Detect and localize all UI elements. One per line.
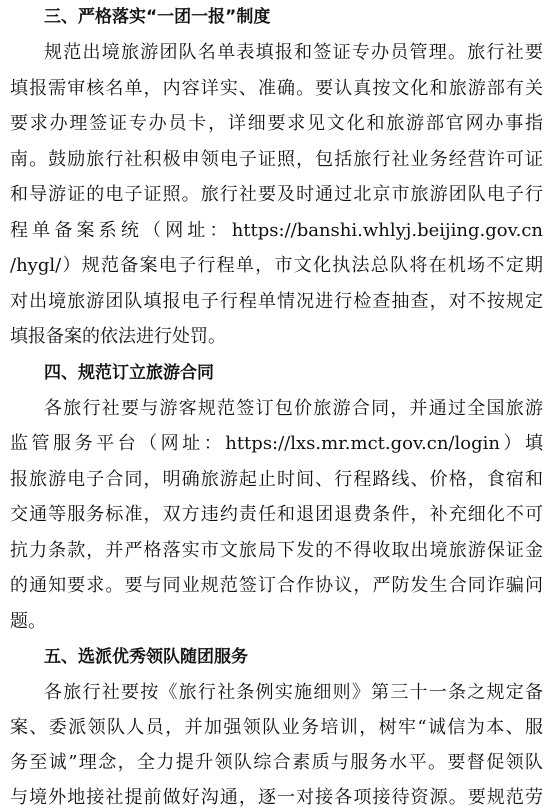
paragraph-line: 报旅游电子合同，明确旅游起止时间、行程路线、价格，食宿和 [10, 469, 543, 490]
paragraph-line: 要求办理签证专办员卡，详细要求见文化和旅游部官网办事指 [10, 113, 543, 134]
paragraph-line: 程单备案系统（网址：https://banshi.whlyj.beijing.gov.cn [10, 220, 543, 241]
section-heading: 四、规范订立旅游合同 [44, 363, 214, 383]
paragraph-line: 和导游证的电子证照。旅行社要及时通过北京市旅游团队电子行 [10, 184, 543, 205]
paragraph-line: 题。 [10, 611, 46, 632]
paragraph-line: 抗力条款，并严格落实市文旅局下发的不得收取出境旅游保证金 [10, 540, 543, 561]
paragraph-line: 交通等服务标准，双方违约责任和退团退费条件，补充细化不可 [10, 504, 543, 525]
paragraph-line: 案、委派领队人员，并加强领队业务培训，树牢“诚信为本、服 [10, 717, 543, 738]
section-heading: 三、严格落实“一团一报”制度 [44, 7, 271, 27]
paragraph-line: /hygl/）规范备案电子行程单，市文化执法总队将在机场不定期 [10, 255, 543, 276]
paragraph-line: 的通知要求。要与同业规范签订合作协议，严防发生合同诈骗问 [10, 575, 543, 596]
paragraph-line: 与境外地接社提前做好沟通，逐一对接各项接待资源。要规范劳 [10, 787, 543, 808]
paragraph-line: 监管服务平台（网址：https://lxs.mr.mct.gov.cn/login）填 [10, 433, 543, 454]
section-heading: 五、选派优秀领队随团服务 [44, 647, 248, 667]
paragraph-line: 填报需审核名单，内容详实、准确。要认真按文化和旅游部有关 [10, 78, 543, 99]
paragraph-line: 各旅行社要与游客规范签订包价旅游合同，并通过全国旅游 [44, 398, 543, 419]
paragraph-line: 各旅行社要按《旅行社条例实施细则》第三十一条之规定备 [44, 682, 543, 703]
paragraph-line: 填报备案的依法进行处罚。 [10, 326, 226, 347]
paragraph-line: 务至诚”理念，全力提升领队综合素质与服务水平。要督促领队 [10, 752, 543, 773]
paragraph-line: 对出境旅游团队填报电子行程单情况进行检查抽查，对不按规定 [10, 291, 543, 312]
paragraph-line: 南。鼓励旅行社积极申领电子证照，包括旅行社业务经营许可证 [10, 149, 543, 170]
paragraph-line: 规范出境旅游团队名单表填报和签证专办员管理。旅行社要 [44, 42, 543, 63]
